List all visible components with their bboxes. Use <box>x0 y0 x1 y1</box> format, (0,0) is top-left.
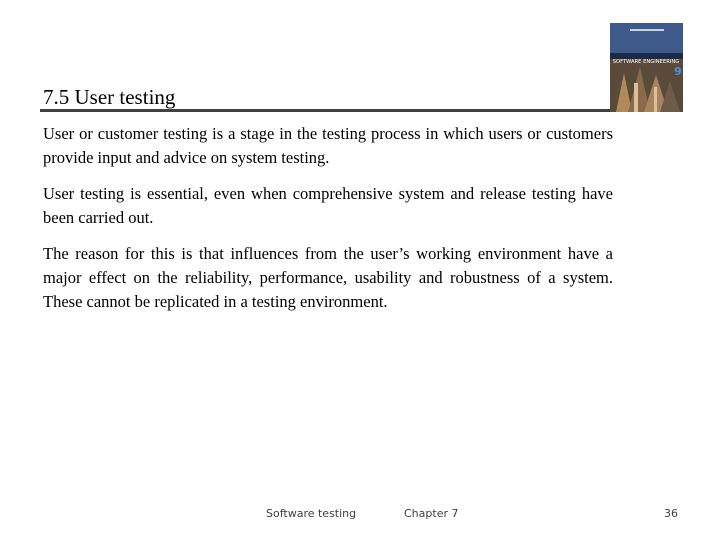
slide-body <box>43 122 613 326</box>
cover-title: SOFTWARE ENGINEERING <box>612 59 680 65</box>
footer-chapter: Chapter 7 <box>404 507 459 520</box>
body-paragraph: The reason for this is that influences from the user’s working environment have a major effect on the reliability, performance, usability and robustness of a system. These cannot be replicated in a testing environment. <box>43 244 613 311</box>
book-cover-image <box>610 23 683 112</box>
page-number: 36 <box>664 507 678 520</box>
body-paragraph: User testing is essential, even when comprehensive system and release testing have been carried out. <box>43 184 613 227</box>
body-paragraph: User or customer testing is a stage in the testing process in which users or customers provide input and advice on system testing. <box>43 124 613 167</box>
title-divider <box>40 109 612 112</box>
book-cover-artwork <box>610 23 683 112</box>
footer-topic: Software testing <box>266 507 357 520</box>
cover-edition: 9 <box>674 65 682 78</box>
slide-title: 7.5 User testing <box>43 85 176 109</box>
